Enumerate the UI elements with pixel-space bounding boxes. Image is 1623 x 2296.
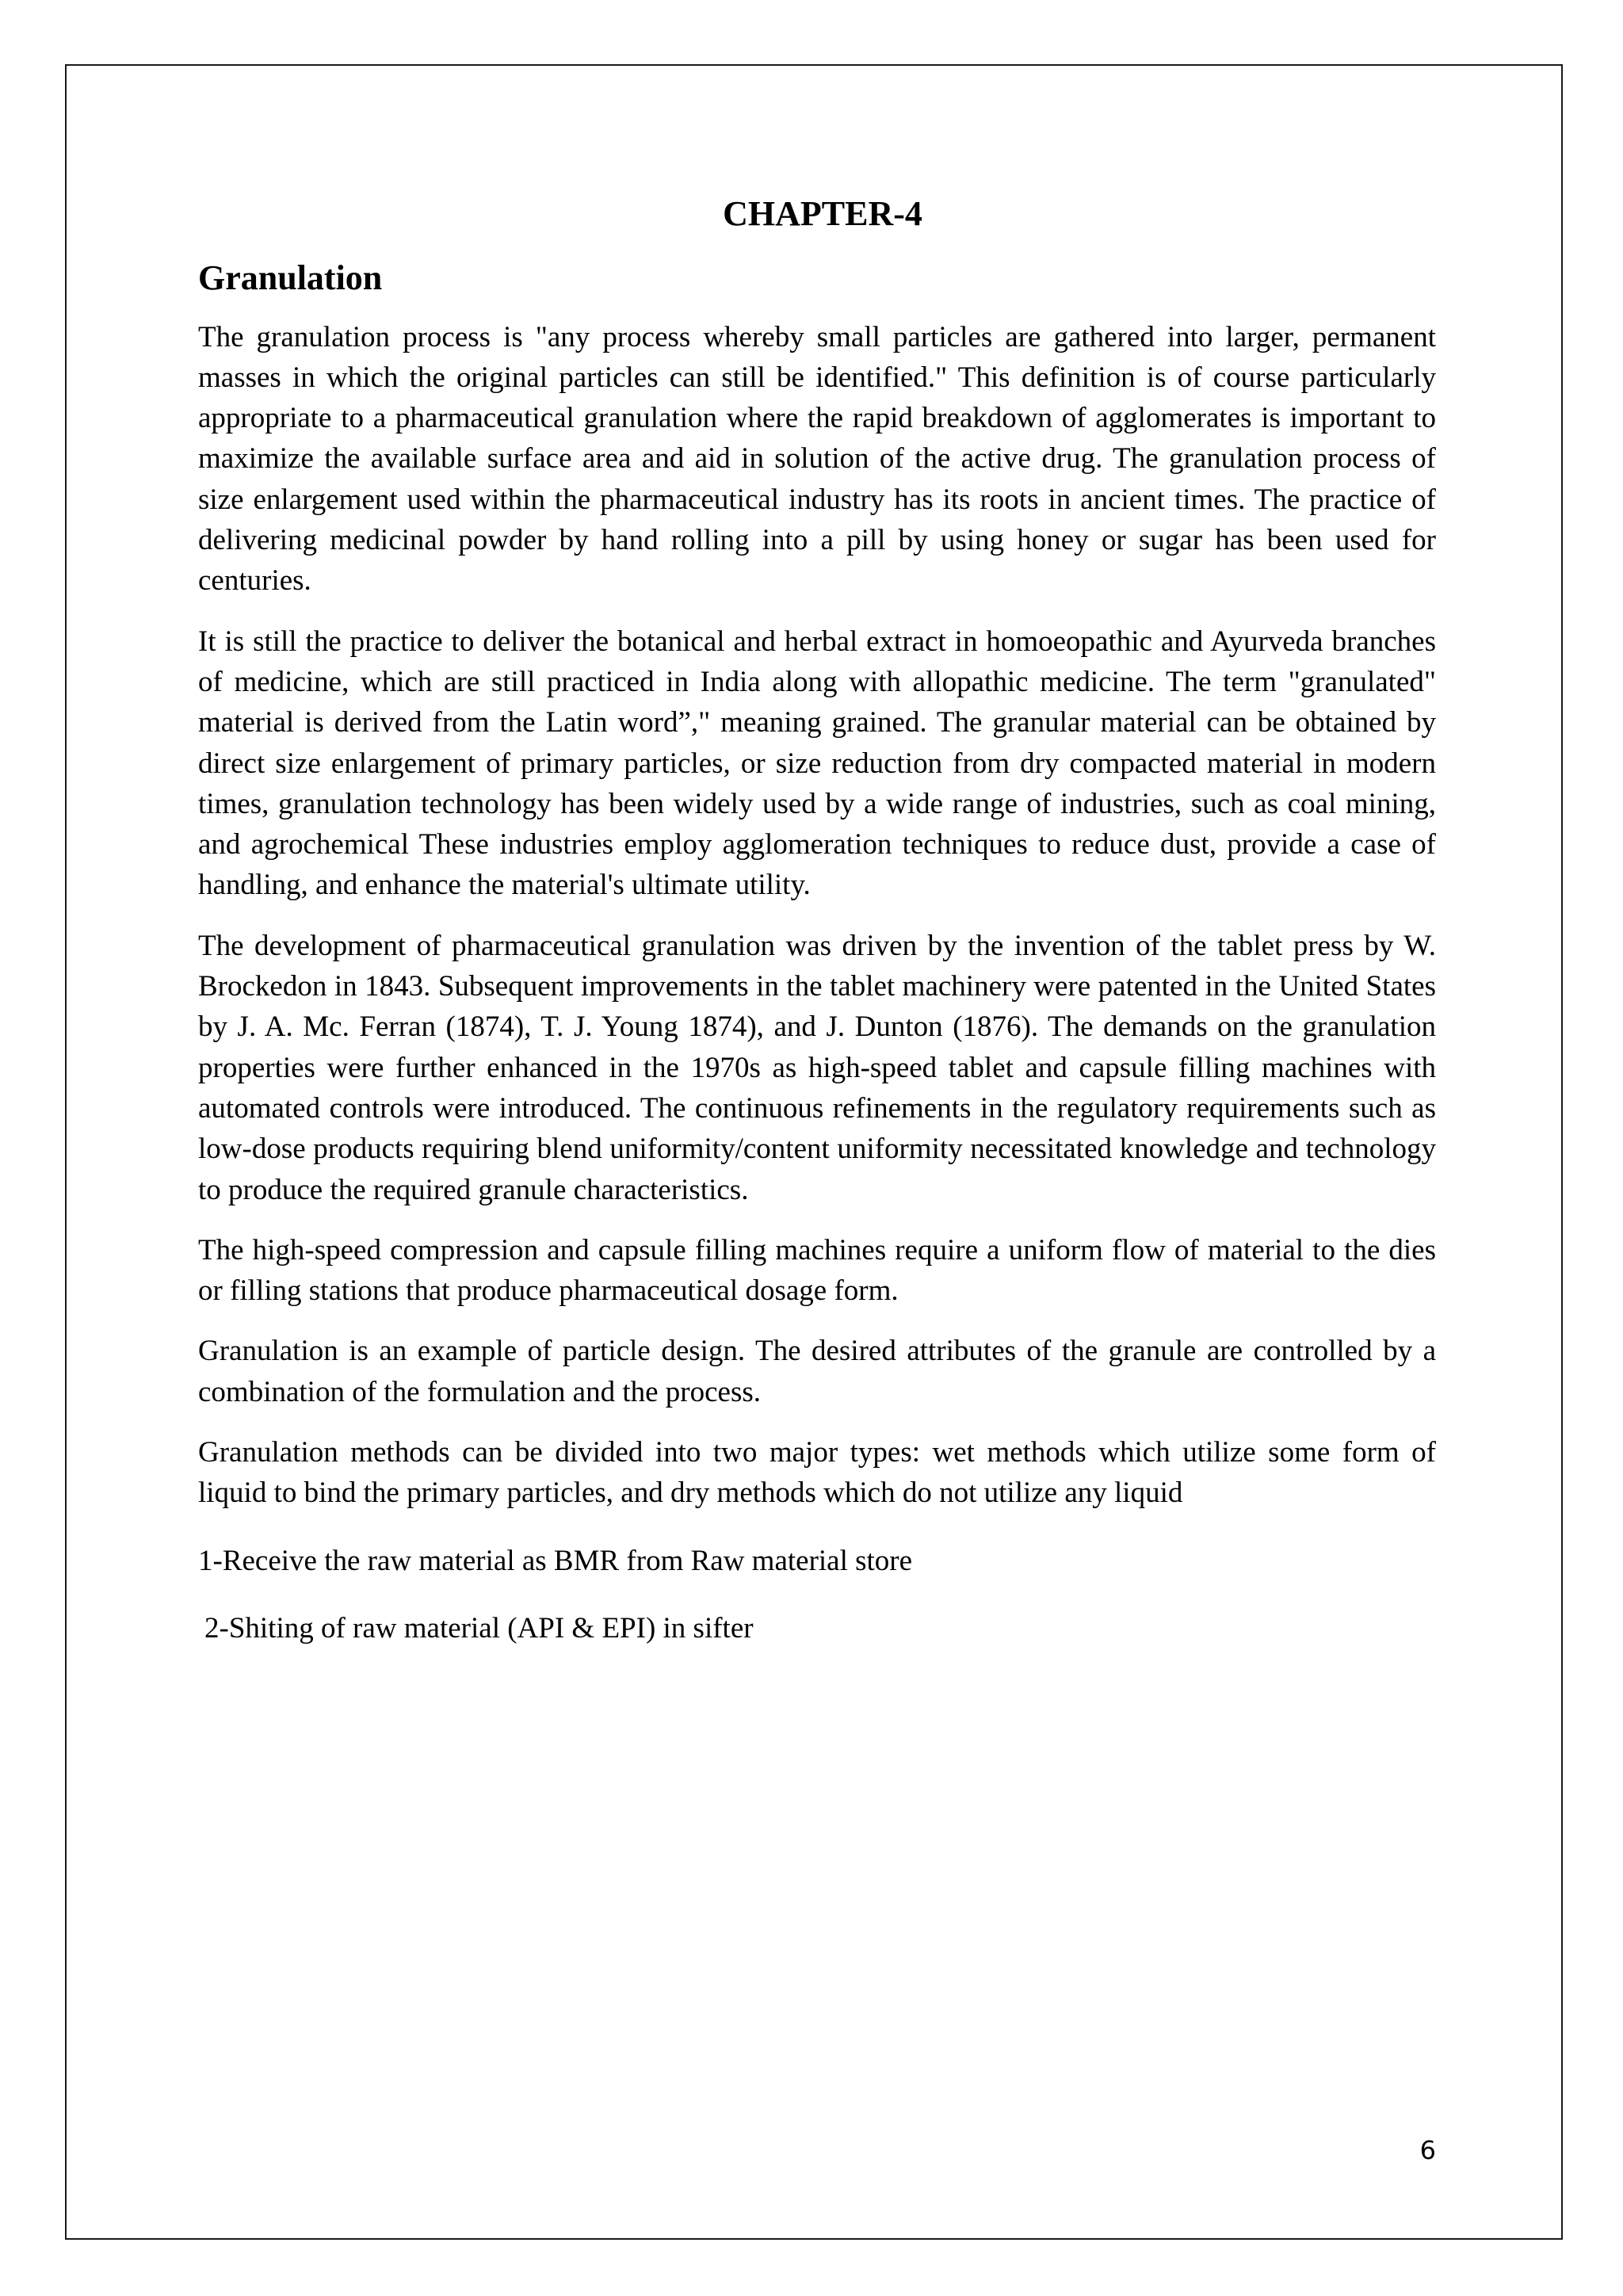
paragraph-particle-design: Granulation is an example of particle design. The desired attributes of the granule are controlled by a combination of the formulation and the process.	[198, 1335, 1436, 1408]
step-item-1: 1-Receive the raw material as BMR from Raw material store	[198, 1544, 913, 1577]
paragraph-history: It is still the practice to deliver the botanical and herbal extract in homoeopathic and Ayurveda branches of medicine, which are still practiced in India along with allopathic medicine. The term "granulated" material is derived from the Latin word”," meaning grained. The granular material can be obtained by direct size enlargement of primary particles, or size reduction from dry compacted material in modern times, granulation technology has been widely used by a wide range of industries, such as coal mining, and agrochemical These industries employ agglomeration techniques to reduce dust, provide a case of handling, and enhance the material's ultimate utility.	[198, 625, 1436, 902]
page-number: 6	[1419, 2135, 1436, 2165]
page-content	[198, 193, 1436, 1675]
paragraph-development: The development of pharmaceutical granulation was driven by the invention of the tablet press by W. Brockedon in 1843. Subsequent improvements in the tablet machinery were patented in the United States by J. A. Mc. Ferran (1874), T. J. Young 1874), and J. Dunton (1876). The demands on the granulation properties were further enhanced in the 1970s as high-speed tablet and capsule filling machines with automated controls were introduced. The continuous refinements in the regulatory requirements such as low-dose products requiring blend uniformity/content uniformity necessitated knowledge and technology to produce the required granule characteristics.	[198, 929, 1436, 1206]
paragraph-definition: The granulation process is "any process whereby small particles are gathered into larger, permanent masses in which the original particles can still be identified." This definition is of course particularly appropriate to a pharmaceutical granulation where the rapid breakdown of agglomerates is important to maximize the available surface area and aid in solution of the active drug. The granulation process of size enlargement used within the pharmaceutical industry has its roots in ancient times. The practice of delivering medicinal powder by hand rolling into a pill by using honey or sugar has been used for centuries.	[198, 320, 1436, 598]
paragraph-methods: Granulation methods can be divided into two major types: wet methods which utilize some form of liquid to bind the primary particles, and dry methods which do not utilize any liquid	[198, 1436, 1436, 1510]
paragraph-high-speed: The high-speed compression and capsule filling machines require a uniform flow of material to the dies or filling stations that produce pharmaceutical dosage form.	[198, 1233, 1436, 1308]
chapter-heading: CHAPTER-4	[723, 194, 922, 233]
section-title: Granulation	[198, 258, 383, 297]
step-item-2: 2-Shiting of raw material (API & EPI) in sifter	[204, 1611, 754, 1645]
